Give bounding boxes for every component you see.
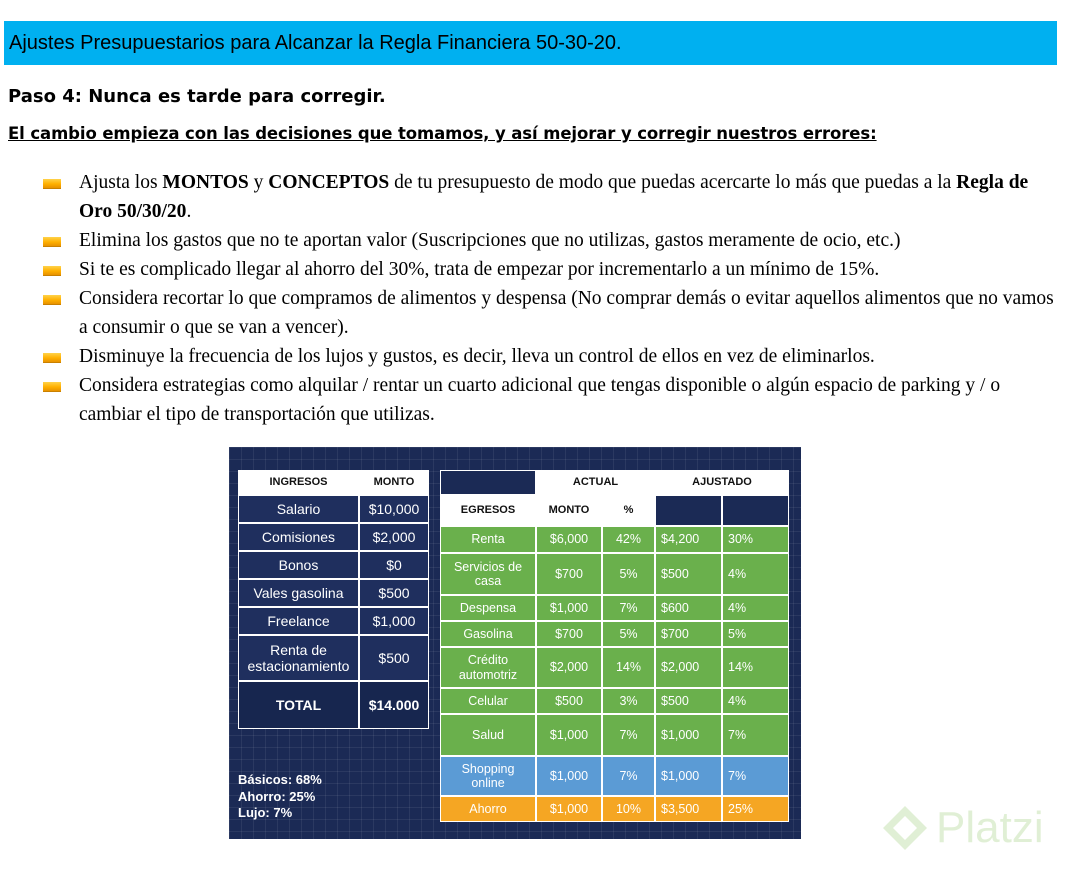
expense-concept: Salud — [440, 714, 536, 756]
expense-adj-pct: 25% — [722, 796, 789, 822]
expense-amount: $1,000 — [536, 756, 602, 796]
expense-amount: $6,000 — [536, 526, 602, 553]
expense-adj-pct: 4% — [722, 553, 789, 595]
expense-concept: Crédito automotriz — [440, 647, 536, 688]
income-concept: Freelance — [238, 607, 359, 635]
income-total-amount: $14.000 — [359, 681, 429, 729]
expense-pct: 14% — [602, 647, 655, 688]
income-header-concept: INGRESOS — [238, 470, 359, 495]
expense-header-blank — [655, 495, 722, 526]
expense-pct: 7% — [602, 595, 655, 621]
expense-amount: $500 — [536, 688, 602, 714]
income-concept: Salario — [238, 495, 359, 523]
bullet-icon — [43, 353, 61, 363]
expense-amount: $1,000 — [536, 796, 602, 822]
expense-pct: 5% — [602, 553, 655, 595]
income-concept: Renta de estacionamiento — [238, 635, 359, 681]
expense-pct: 3% — [602, 688, 655, 714]
expense-concept: Gasolina — [440, 621, 536, 647]
summary-luxury: Lujo: 7% — [238, 805, 293, 820]
step-title: Paso 4: Nunca es tarde para corregir. — [8, 86, 386, 107]
expense-adj-amount: $4,200 — [655, 526, 722, 553]
bullet-icon — [43, 295, 61, 305]
expense-pct: 7% — [602, 714, 655, 756]
budget-summary — [238, 772, 322, 822]
list-item: Considera recortar lo que compramos de alimentos y despensa (No comprar demás o evitar aquellos alimentos que no vamos a consumir o que se van a vencer). — [42, 284, 1062, 342]
bullet-icon — [43, 266, 61, 276]
expense-concept: Renta — [440, 526, 536, 553]
income-concept: Vales gasolina — [238, 579, 359, 607]
expense-amount: $700 — [536, 621, 602, 647]
list-item: Elimina los gastos que no te aportan valor (Suscripciones que no utilizas, gastos meramente de ocio, etc.) — [42, 226, 1062, 255]
expense-adj-amount: $700 — [655, 621, 722, 647]
expense-header-amount: MONTO — [536, 495, 602, 526]
expense-pct: 10% — [602, 796, 655, 822]
expense-concept: Servicios de casa — [440, 553, 536, 595]
expense-pct: 42% — [602, 526, 655, 553]
expense-adj-pct: 7% — [722, 756, 789, 796]
income-amount: $500 — [359, 579, 429, 607]
list-item: Considera estrategias como alquilar / rentar un cuarto adicional que tengas disponible o algún espacio de parking y / o cambiar el tipo de transportación que utilizas. — [42, 371, 1062, 429]
bullet-icon — [43, 382, 61, 392]
income-amount: $0 — [359, 551, 429, 579]
expense-amount: $1,000 — [536, 595, 602, 621]
income-concept: Comisiones — [238, 523, 359, 551]
tips-list — [42, 168, 1062, 429]
list-item: Si te es complicado llegar al ahorro del 30%, trata de empezar por incrementarlo a un mínimo de 15%. — [42, 255, 1062, 284]
expense-concept: Ahorro — [440, 796, 536, 822]
expense-adj-pct: 30% — [722, 526, 789, 553]
income-amount: $10,000 — [359, 495, 429, 523]
expense-adj-amount: $2,000 — [655, 647, 722, 688]
expense-header-blank — [722, 495, 789, 526]
expense-adj-amount: $1,000 — [655, 714, 722, 756]
expense-amount: $1,000 — [536, 714, 602, 756]
expense-adj-amount: $500 — [655, 688, 722, 714]
expense-adj-amount: $600 — [655, 595, 722, 621]
expense-pct: 7% — [602, 756, 655, 796]
expense-adj-pct: 4% — [722, 688, 789, 714]
expense-concept: Celular — [440, 688, 536, 714]
expense-adj-amount: $3,500 — [655, 796, 722, 822]
expense-concept: Despensa — [440, 595, 536, 621]
platzi-watermark — [880, 803, 1044, 853]
bullet-icon — [43, 179, 61, 189]
bullet-icon — [43, 237, 61, 247]
list-item: Disminuye la frecuencia de los lujos y gustos, es decir, lleva un control de ellos en vez de eliminarlos. — [42, 342, 1062, 371]
expense-header-pct: % — [602, 495, 655, 526]
income-header-amount: MONTO — [359, 470, 429, 495]
expense-group-actual: ACTUAL — [536, 470, 655, 495]
expense-concept: Shopping online — [440, 756, 536, 796]
watermark-text: Platzi — [936, 803, 1044, 852]
expense-adj-pct: 14% — [722, 647, 789, 688]
expense-adj-pct: 4% — [722, 595, 789, 621]
expense-adj-amount: $500 — [655, 553, 722, 595]
expense-header-spacer — [440, 470, 536, 495]
expense-adj-pct: 7% — [722, 714, 789, 756]
banner-title: Ajustes Presupuestarios para Alcanzar la Regla Financiera 50-30-20. — [9, 31, 622, 54]
section-subtitle: El cambio empieza con las decisiones que tomamos, y así mejorar y corregir nuestros errores: — [8, 124, 877, 143]
income-amount: $2,000 — [359, 523, 429, 551]
platzi-logo-icon — [880, 803, 930, 853]
header-banner — [4, 21, 1057, 65]
budget-table-image — [229, 447, 801, 839]
summary-basics: Básicos: 68% — [238, 772, 322, 787]
income-amount: $1,000 — [359, 607, 429, 635]
expense-pct: 5% — [602, 621, 655, 647]
expense-amount: $700 — [536, 553, 602, 595]
expense-group-adjusted: AJUSTADO — [655, 470, 789, 495]
income-total-label: TOTAL — [238, 681, 359, 729]
list-item: Ajusta los MONTOS y CONCEPTOS de tu presupuesto de modo que puedas acercarte lo más que puedas a la Regla de Oro 50/30/20. — [42, 168, 1062, 226]
expense-adj-amount: $1,000 — [655, 756, 722, 796]
summary-savings: Ahorro: 25% — [238, 788, 316, 804]
income-amount: $500 — [359, 635, 429, 681]
expense-adj-pct: 5% — [722, 621, 789, 647]
expense-amount: $2,000 — [536, 647, 602, 688]
expense-header-concept: EGRESOS — [440, 495, 536, 526]
income-concept: Bonos — [238, 551, 359, 579]
